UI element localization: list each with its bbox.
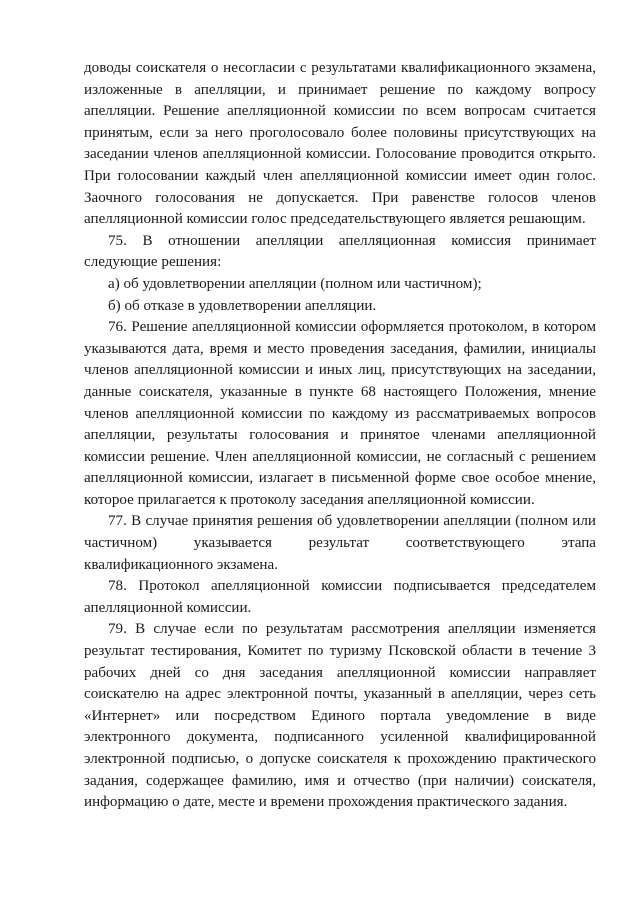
- paragraph-78: 78. Протокол апелляционной комиссии подписывается председателем апелляционной комиссии.: [84, 578, 596, 616]
- paragraph-76: 76. Решение апелляционной комиссии оформляется протоколом, в котором указываются дата, время и место проведения заседания, фамилии, инициалы членов апелляционной комиссии и иных лиц, присутствующих на заседании, данные соискателя, указанные в пункте 68 настоящего Положения, мнение членов апелляционной комиссии по каждому из рассматриваемых вопросов апелляции, результаты голосования и принятое членами апелляционной комиссии решение. Член апелляционной комиссии, не согласный с решением апелляционной комиссии, излагает в письменной форме свое особое мнение, которое прилагается к протоколу заседания апелляционной комиссии.: [84, 319, 596, 508]
- paragraph-continuation: доводы соискателя о несогласии с результатами квалификационного экзамена, изложенные в апелляции, и принимает решение по каждому вопросу апелляции. Решение апелляционной комиссии по всем вопросам считается принятым, если за него проголосовало более половины присутствующих на заседании членов апелляционной комиссии. Голосование проводится открыто. При голосовании каждый член апелляционной комиссии имеет один голос. Заочного голосования не допускается. При равенстве голосов членов апелляционной комиссии голос председательствующего является решающим.: [84, 60, 596, 228]
- paragraph-77: 77. В случае принятия решения об удовлетворении апелляции (полном или частичном) указывается результат соответствующего этапа квалификационного экзамена.: [84, 513, 596, 573]
- paragraph-79: 79. В случае если по результатам рассмотрения апелляции изменяется результат тестирования, Комитет по туризму Псковской области в течение 3 рабочих дней со дня заседания апелляционной комиссии направляет соискателю на адрес электронной почты, указанный в апелляции, через сеть «Интернет» или посредством Единого портала уведомление в виде электронного документа, подписанного усиленной квалифицированной электронной подписью, о допуске соискателя к прохождению практического задания, содержащее фамилию, имя и отчество (при наличии) соискателя, информацию о дате, месте и времени прохождения практического задания.: [84, 621, 596, 811]
- document-page: [84, 58, 596, 814]
- list-item-a: а) об удовлетворении апелляции (полном или частичном);: [108, 275, 482, 292]
- paragraph-75: 75. В отношении апелляции апелляционная комиссия принимает следующие решения:: [84, 232, 596, 271]
- list-item-b: б) об отказе в удовлетворении апелляции.: [108, 297, 377, 314]
